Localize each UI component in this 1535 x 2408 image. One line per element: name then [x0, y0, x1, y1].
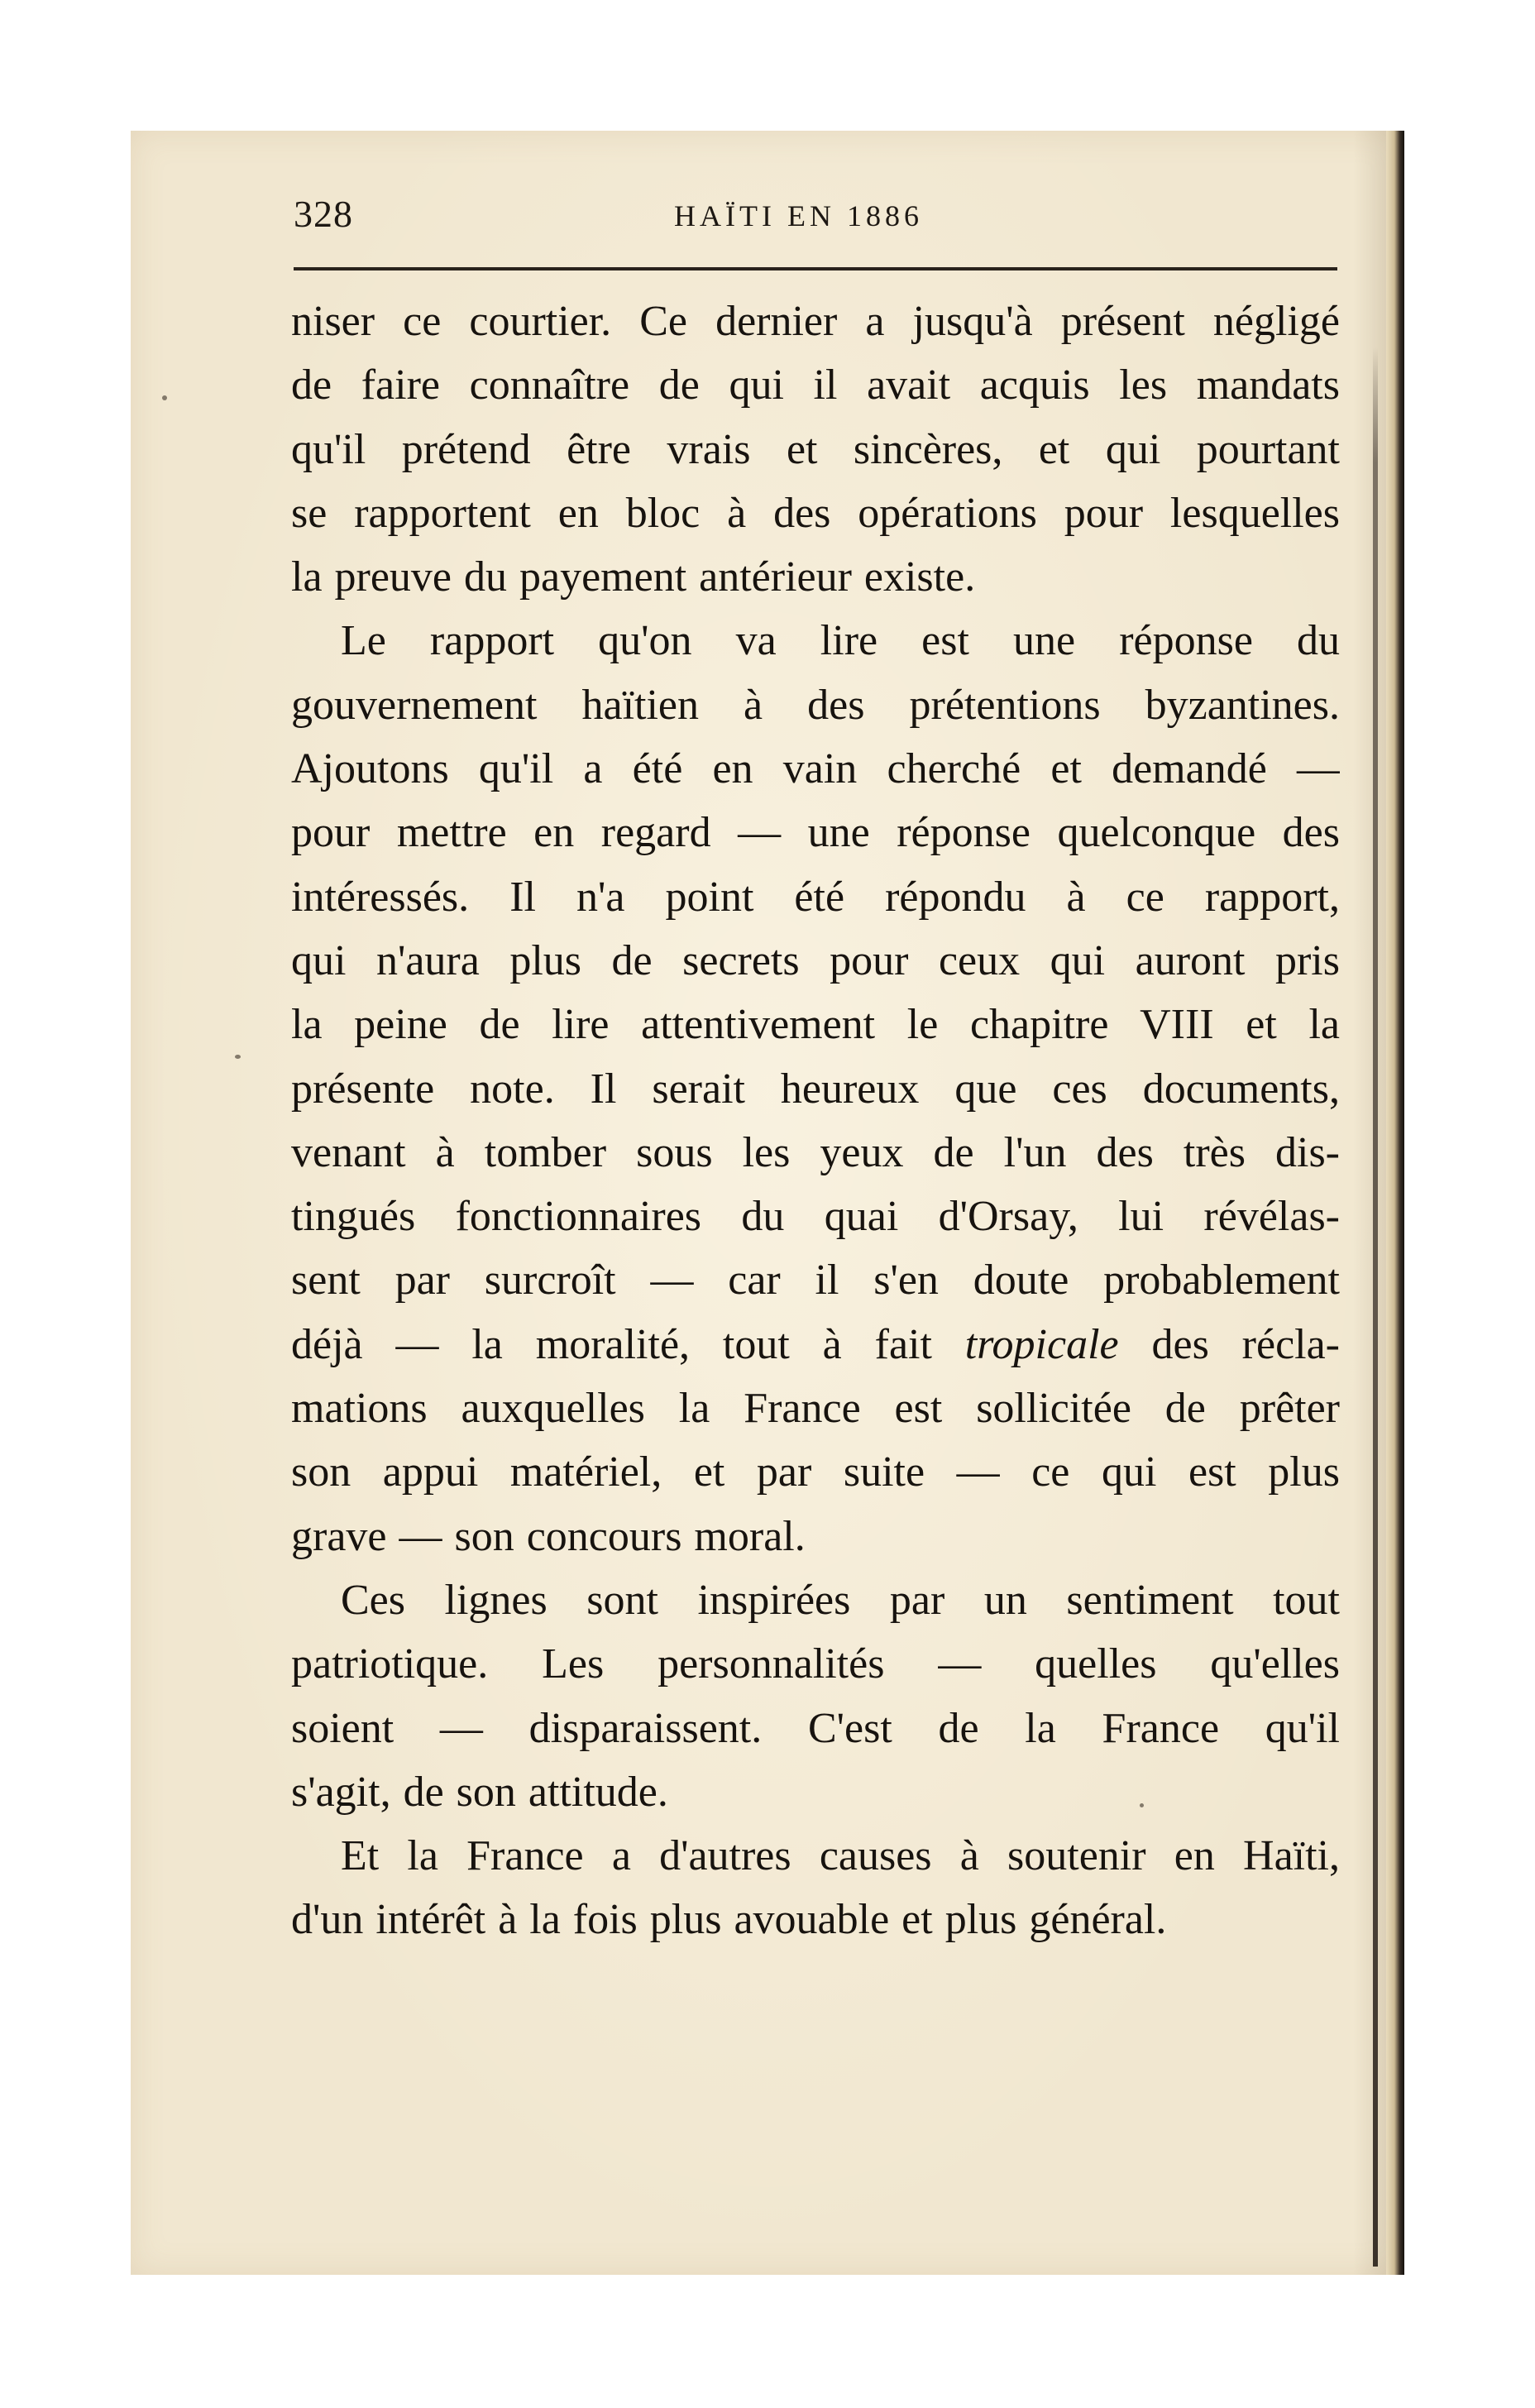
- text-line: Le rapport qu'on va lire est une réponse du: [341, 617, 1340, 665]
- text-line: Ajoutons qu'il a été en vain cherché et demandé —: [291, 745, 1340, 793]
- page-header: [294, 192, 1336, 250]
- text-line: mations auxquelles la France est sollicitée de prêter: [291, 1385, 1340, 1433]
- text-line: s'agit, de son attitude.: [291, 1768, 668, 1816]
- text-line: intéressés. Il n'a point été répondu à ce rapport,: [291, 873, 1340, 921]
- text-line: se rapportent en bloc à des opérations pour lesquelles: [291, 489, 1340, 537]
- text-line: qui n'aura plus de secrets pour ceux qui auront pris: [291, 936, 1340, 984]
- text-line: la peine de lire attentivement le chapitre VIII et la: [291, 1001, 1340, 1049]
- text-line-with-italic: [291, 1313, 1340, 1376]
- text-line: sent par surcroît — car il s'en doute probablement: [291, 1257, 1340, 1305]
- text-line: Et la France a d'autres causes à soutenir en Haïti,: [341, 1832, 1340, 1880]
- text-line: la preuve du payement antérieur existe.: [291, 553, 976, 601]
- text-line: son appui matériel, et par suite — ce qui est plus: [291, 1448, 1340, 1496]
- page-spine-edge: [1386, 131, 1404, 2275]
- text-line: gouvernement haïtien à des prétentions byzantines.: [291, 681, 1340, 729]
- text-line: venant à tomber sous les yeux de l'un des très dis-: [291, 1128, 1340, 1176]
- text-line: de faire connaître de qui il avait acquis les mandats: [291, 361, 1340, 409]
- page-number: 328: [294, 193, 353, 235]
- page-gutter-shadow: [1373, 347, 1378, 2267]
- text-line: présente note. Il serait heureux que ces documents,: [291, 1065, 1340, 1113]
- text-segment: déjà — la moralité, tout à fait: [291, 1320, 932, 1368]
- scan-speck: [235, 1055, 241, 1059]
- text-line: Ces lignes sont inspirées par un sentiment tout: [341, 1576, 1340, 1624]
- text-line: grave — son concours moral.: [291, 1512, 806, 1560]
- text-line: patriotique. Les personnalités — quelles qu'elles: [291, 1640, 1340, 1688]
- text-line: soient — disparaissent. C'est de la France qu'il: [291, 1704, 1340, 1752]
- page-body: [291, 290, 1340, 1952]
- text-line: niser ce courtier. Ce dernier a jusqu'à présent négligé: [291, 298, 1340, 345]
- scan-speck: [1140, 1803, 1144, 1807]
- text-line: tingués fonctionnaires du quai d'Orsay, lui révélas-: [291, 1193, 1340, 1241]
- text-line: pour mettre en regard — une réponse quelconque des: [291, 809, 1340, 857]
- scan-speck: [162, 395, 167, 400]
- text-segment: des récla-: [1151, 1320, 1340, 1368]
- text-line: d'un intérêt à la fois plus avouable et plus général.: [291, 1896, 1167, 1944]
- text-line: qu'il prétend être vrais et sincères, et qui pourtant: [291, 425, 1340, 473]
- italic-word: tropicale: [964, 1320, 1119, 1368]
- header-rule: [294, 267, 1337, 270]
- running-title: HAÏTI EN 1886: [674, 199, 923, 232]
